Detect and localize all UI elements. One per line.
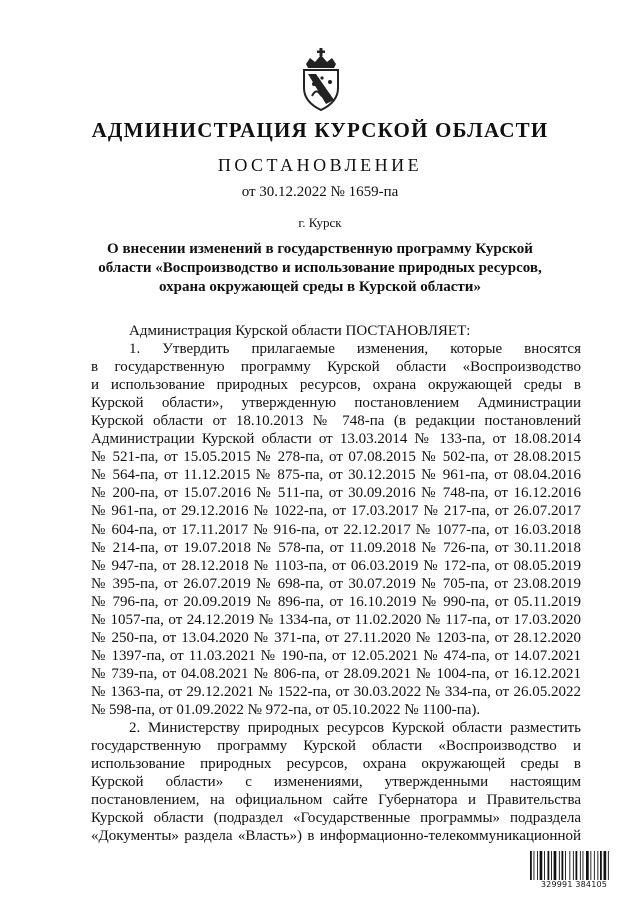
body-line: государственную программу Курской области «Воспроизводство и (91, 738, 581, 755)
body-line: № 598-па, от 01.09.2022 № 972-па, от 05.10.2022 № 1100-па). (91, 701, 481, 718)
body-line: Администрации Курской области от 13.03.2014 № 133-па, от 18.08.2014 (91, 431, 581, 448)
barcode-bar (594, 851, 595, 881)
coat-of-arms-emblem (300, 44, 342, 112)
body-line: № 395-па, от 26.07.2019 № 698-па, от 30.07.2019 № 705-па, от 23.08.2019 (91, 575, 581, 592)
heading-line: О внесении изменений в государственную программу Курской (107, 241, 533, 257)
body-line: № 961-па, от 29.12.2016 № 1022-па, от 17.03.2017 № 217-па, от 26.07.2017 (91, 503, 581, 520)
body-line: № 200-па, от 15.07.2016 № 511-па, от 30.09.2016 № 748-па, от 16.12.2016 (91, 485, 581, 502)
body-line: Курской области от 18.10.2013 № 748-па (в редакции постановлений (91, 413, 581, 430)
heading-line: области «Воспроизводство и использование природных ресурсов, (98, 260, 542, 276)
barcode-bar (600, 851, 602, 881)
barcode-bar (562, 851, 564, 881)
body-line: № 739-па, от 04.08.2021 № 806-па, от 28.09.2021 № 1004-па, от 16.12.2021 (91, 665, 581, 682)
body-line: Курской области (подраздел «Государственные программы» подраздела (91, 810, 581, 827)
body-line: № 1363-па, от 29.12.2021 № 1522-па, от 30.03.2022 № 334-па, от 26.05.2022 (91, 683, 581, 700)
barcode-bar (540, 851, 543, 881)
document-date-number: от 30.12.2022 № 1659-па (241, 184, 399, 200)
body-line: в государственную программу Курской области «Воспроизводство (91, 359, 581, 376)
body-line: № 250-па, от 13.04.2020 № 371-па, от 27.11.2020 № 1203-па, от 28.12.2020 (91, 629, 581, 646)
organization-title: АДМИНИСТРАЦИЯ КУРСКОЙ ОБЛАСТИ (91, 118, 549, 142)
body-line: Курской области» с изменениями, утвержденными настоящим (91, 774, 581, 791)
barcode-number: 329991 384105 (529, 880, 619, 889)
barcode-bar (551, 851, 552, 881)
body-line: № 947-па, от 28.12.2018 № 1103-па, от 06.03.2019 № 172-па, от 08.05.2019 (91, 557, 581, 574)
body-line: № 796-па, от 20.09.2019 № 896-па, от 16.10.2019 № 990-па, от 05.11.2019 (91, 593, 581, 610)
barcode-bar (576, 851, 578, 881)
barcode-bar (530, 851, 532, 881)
body-line: 1. Утвердить прилагаемые изменения, которые вносятся (129, 341, 581, 358)
body-line: и использование природных ресурсов, охрана окружающей среды в (91, 377, 581, 394)
body-line: № 1057-па, от 24.12.2019 № 1334-па, от 11.02.2020 № 117-па, от 17.03.2020 (91, 611, 581, 628)
barcode-bar (548, 851, 550, 881)
barcode-bar (597, 851, 598, 881)
barcode-bar (534, 851, 535, 881)
barcode-bar (580, 851, 581, 881)
resolution-heading (90, 240, 550, 297)
body-line: № 1397-па, от 11.03.2021 № 190-па, от 12.05.2021 № 474-па, от 14.07.2021 (91, 647, 581, 664)
barcode-bar (583, 851, 584, 881)
barcode-bar (586, 851, 589, 881)
barcode-bar (590, 851, 591, 881)
body-line: Администрация Курской области ПОСТАНОВЛЯЕТ: (129, 323, 471, 339)
barcode-bar (608, 851, 609, 881)
document-type: ПОСТАНОВЛЕНИЕ (217, 155, 423, 175)
body-line: Курской области», утвержденную постановлением Администрации (91, 395, 581, 412)
heading-line: охрана окружающей среды в Курской области» (159, 279, 481, 295)
body-line: № 564-па, от 11.12.2015 № 875-па, от 30.12.2015 № 961-па, от 08.04.2016 (91, 467, 581, 484)
body-line: № 604-па, от 17.11.2017 № 916-па, от 22.12.2017 № 1077-па, от 16.03.2018 (91, 521, 581, 538)
barcode-bar (554, 851, 557, 881)
body-line: № 214-па, от 19.07.2018 № 578-па, от 11.09.2018 № 726-па, от 30.11.2018 (91, 539, 581, 556)
resolution-body (91, 322, 581, 845)
barcode-bar (537, 851, 538, 881)
barcode-bar (573, 851, 574, 881)
document-city: г. Курск (298, 215, 342, 230)
body-line: № 521-па, от 15.05.2015 № 278-па, от 07.08.2015 № 502-па, от 28.08.2015 (91, 449, 581, 466)
barcode-bar (559, 851, 560, 881)
barcode-bar (604, 851, 607, 881)
body-line: использование природных ресурсов, охрана окружающей среды в (91, 756, 581, 773)
body-line: 2. Министерству природных ресурсов Курской области разместить (129, 720, 581, 737)
body-line: постановлением, на официальном сайте Губернатора и Правительства (91, 792, 581, 809)
barcode-bar (565, 851, 566, 881)
body-line: «Документы» раздела «Власть») в информационно-телекоммуникационной (91, 828, 581, 845)
barcode-bar (544, 851, 545, 881)
barcode-bar (569, 851, 570, 881)
